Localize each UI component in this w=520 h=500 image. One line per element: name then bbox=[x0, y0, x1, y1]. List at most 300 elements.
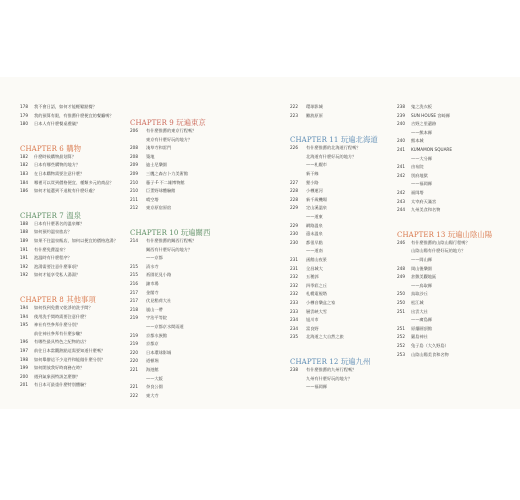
toc-entry[interactable] bbox=[20, 104, 97, 110]
toc-entry[interactable] bbox=[290, 257, 327, 263]
toc-entry[interactable] bbox=[397, 352, 449, 358]
toc-entry[interactable] bbox=[130, 350, 171, 356]
toc-entry[interactable] bbox=[130, 281, 159, 287]
entry-title: 網路溫泉 bbox=[306, 222, 323, 228]
entry-title: ——大分縣 bbox=[411, 155, 432, 161]
page-number: 241 bbox=[397, 147, 405, 152]
page-number bbox=[290, 376, 306, 382]
toc-entry[interactable] bbox=[290, 317, 319, 323]
entry-title: 淺草寺和雷門 bbox=[146, 145, 172, 151]
toc-entry[interactable] bbox=[397, 248, 465, 254]
toc-entry[interactable] bbox=[20, 180, 114, 186]
entry-title: 藤子·F·不二雄博物館 bbox=[146, 179, 185, 185]
entry-title: 晴空塔 bbox=[146, 196, 159, 202]
toc-entry[interactable] bbox=[290, 334, 344, 340]
page-number: 214 bbox=[130, 238, 138, 243]
page-number: 192 bbox=[20, 272, 28, 278]
entry-title: 祇園花見小路 bbox=[146, 272, 172, 278]
entry-title: ——福岡縣 bbox=[411, 181, 432, 187]
entry-title: 東京原宿原宿 bbox=[146, 205, 172, 211]
entry-title: 有什麼推薦的東京行程嗎？ bbox=[146, 128, 197, 133]
toc-entry[interactable] bbox=[130, 367, 159, 373]
page-number bbox=[397, 248, 411, 254]
entry-title: 京都水族館 bbox=[146, 332, 167, 338]
toc-entry[interactable] bbox=[130, 205, 171, 211]
page-number: 226 bbox=[290, 145, 298, 151]
page-number bbox=[290, 171, 306, 177]
entry-title: 奈良公園 bbox=[146, 384, 163, 390]
entry-title: 有什麼推薦的山陰山陽行程嗎？ bbox=[411, 239, 470, 245]
chapter-number: CHAPTER 7 bbox=[20, 211, 64, 220]
entry-title: 有什麼推薦的北海道行程嗎？ bbox=[306, 145, 361, 151]
toc-entry[interactable] bbox=[290, 205, 327, 211]
page-number: 209 bbox=[130, 171, 138, 176]
toc-entry[interactable] bbox=[130, 315, 167, 321]
entry-title: 三鷹之森吉卜力美術館 bbox=[146, 171, 188, 176]
page-number: 231 bbox=[290, 265, 298, 271]
entry-title: 日本人有什麼餐桌禮儀？ bbox=[34, 121, 81, 127]
entry-title: 日本環球影城 bbox=[146, 349, 172, 355]
entry-title: 五稜郭 bbox=[306, 274, 319, 280]
toc-entry[interactable] bbox=[20, 162, 80, 168]
entry-title: 難波原原 bbox=[306, 112, 323, 118]
entry-title: 都很早點 bbox=[306, 239, 323, 245]
entry-title: 清水寺 bbox=[146, 263, 159, 269]
page-number: 222 bbox=[290, 104, 298, 109]
toc-entry[interactable] bbox=[290, 367, 356, 373]
entry-title: 松江城 bbox=[411, 300, 424, 305]
toc-entry[interactable] bbox=[130, 272, 171, 278]
page-number: 219 bbox=[130, 332, 138, 338]
entry-title: 如何才能享受私人湯湯？ bbox=[34, 272, 81, 278]
toc-entry[interactable] bbox=[20, 255, 72, 261]
page-number: 220 bbox=[130, 358, 138, 364]
chapter-title: 玩遍山陰山陽 bbox=[445, 229, 493, 239]
page-number bbox=[130, 137, 146, 143]
toc-entry[interactable] bbox=[130, 393, 159, 399]
entry-title: 由布院 bbox=[411, 164, 424, 170]
entry-title: 金閣寺 bbox=[146, 289, 159, 295]
page-number: 228 bbox=[290, 196, 298, 202]
toc-entry[interactable] bbox=[130, 333, 167, 339]
page-number: 216 bbox=[130, 281, 138, 286]
entry-title: 函館山夜景 bbox=[306, 257, 327, 262]
toc-entry[interactable] bbox=[130, 162, 167, 168]
chapter-number: CHAPTER 12 bbox=[290, 358, 339, 366]
page-number: 180 bbox=[20, 121, 28, 127]
entry-title: 如何才能選到不退稅有什麼好處？ bbox=[34, 188, 97, 194]
entry-title: 太宰府天滿宮 bbox=[411, 198, 437, 204]
toc-entry[interactable] bbox=[20, 171, 84, 177]
entry-title: 小樽運河 bbox=[306, 188, 323, 194]
entry-title: ——道南 bbox=[306, 248, 323, 254]
page-number: 252 bbox=[397, 343, 405, 348]
toc-entry[interactable] bbox=[290, 214, 323, 220]
entry-title: 泡湯需要注意什麼事項？ bbox=[34, 263, 81, 269]
chapter-number: CHAPTER 10 bbox=[130, 229, 179, 237]
entry-title: 什麼時候購物最划算？ bbox=[34, 153, 76, 159]
page-number: 184 bbox=[20, 179, 28, 185]
page-number bbox=[290, 384, 306, 390]
page-number: 233 bbox=[290, 300, 298, 305]
toc-entry[interactable] bbox=[130, 247, 192, 253]
chapter-heading bbox=[290, 127, 378, 146]
entry-title: 在日本購物需要注意什麼？ bbox=[34, 171, 85, 176]
entry-title: 神社有些參拜什麼分別？ bbox=[34, 322, 81, 328]
toc-entry[interactable] bbox=[397, 317, 432, 323]
entry-title: 我的預算有限，有推薦什麼便宜的餐廳嗎？ bbox=[34, 112, 114, 118]
page-number: 198 bbox=[20, 356, 28, 362]
entry-title: 四季彩之丘 bbox=[306, 282, 327, 288]
page-number: 234 bbox=[290, 317, 298, 323]
toc-entry[interactable] bbox=[20, 348, 105, 354]
toc-entry[interactable] bbox=[130, 358, 159, 364]
page-number: 240 bbox=[397, 138, 405, 144]
page-number: 189 bbox=[20, 238, 28, 243]
entry-title: 巨蛋野球體驗館 bbox=[146, 188, 176, 194]
chapter-number: CHAPTER 13 bbox=[397, 230, 446, 239]
page-number: 212 bbox=[130, 205, 138, 211]
toc-entry[interactable] bbox=[20, 221, 84, 227]
page-number: 218 bbox=[130, 306, 138, 312]
entry-title: 日本有什麼著名的溫泉鄉？ bbox=[34, 220, 85, 226]
entry-title: 旭川市 bbox=[306, 317, 319, 323]
page-number bbox=[397, 156, 411, 162]
toc-entry[interactable] bbox=[130, 197, 159, 203]
page-number: 219 bbox=[130, 315, 138, 321]
chapter-number: CHAPTER 11 bbox=[290, 136, 339, 145]
toc-entry[interactable] bbox=[130, 188, 175, 194]
toc-entry[interactable] bbox=[130, 137, 192, 143]
toc-entry[interactable] bbox=[397, 181, 432, 187]
page-number bbox=[290, 162, 306, 168]
toc-entry[interactable] bbox=[130, 145, 171, 151]
toc-entry[interactable] bbox=[397, 343, 449, 349]
entry-title: 定山溪溫泉 bbox=[306, 205, 327, 211]
entry-title: 吉野之里遺跡 bbox=[411, 121, 437, 127]
page-number bbox=[397, 283, 411, 289]
entry-title: ——廣島縣 bbox=[411, 317, 432, 323]
page-number: 232 bbox=[290, 291, 298, 297]
chapter-number: CHAPTER 8 bbox=[20, 296, 64, 304]
page-number: 230 bbox=[290, 239, 298, 245]
toc-entry[interactable] bbox=[290, 309, 327, 315]
page-number: 188 bbox=[20, 229, 28, 235]
entry-title: 伏見稻荷大社 bbox=[146, 298, 172, 304]
entry-title: SUN HOUSE 宮崎縣 bbox=[411, 112, 450, 118]
page-number: 230 bbox=[290, 231, 298, 237]
page-number: 235 bbox=[290, 334, 298, 340]
toc-entry[interactable] bbox=[20, 121, 80, 127]
page-number: 229 bbox=[290, 205, 298, 211]
entry-title: ——京都 bbox=[146, 255, 163, 261]
chapter-title: 溫泉 bbox=[63, 210, 81, 220]
page-number: 252 bbox=[397, 334, 405, 340]
toc-entry[interactable] bbox=[20, 331, 84, 337]
entry-title: 全昌城大 bbox=[306, 265, 323, 271]
toc-entry[interactable] bbox=[290, 291, 327, 297]
entry-title: KUMAMON SQUARE bbox=[411, 147, 452, 152]
toc-entry[interactable] bbox=[397, 274, 436, 280]
toc-entry[interactable] bbox=[290, 113, 323, 119]
entry-title: ——岡山縣 bbox=[411, 257, 432, 262]
toc-entry[interactable] bbox=[130, 154, 154, 160]
page-number: 210 bbox=[130, 179, 138, 185]
page-number bbox=[397, 130, 411, 136]
page-number: 251 bbox=[397, 308, 405, 314]
toc-entry[interactable] bbox=[290, 326, 319, 332]
toc-entry[interactable] bbox=[130, 255, 163, 261]
toc-entry[interactable] bbox=[290, 223, 323, 229]
page-number: 179 bbox=[20, 112, 28, 118]
toc-entry[interactable] bbox=[397, 334, 428, 340]
page-number: 234 bbox=[290, 325, 298, 331]
toc-entry[interactable] bbox=[20, 365, 84, 371]
toc-entry[interactable] bbox=[130, 384, 163, 390]
toc-entry[interactable] bbox=[20, 247, 68, 253]
toc-entry[interactable] bbox=[20, 314, 88, 320]
page-number: 241 bbox=[397, 164, 405, 170]
toc-entry[interactable] bbox=[130, 341, 159, 347]
page-number: 223 bbox=[290, 112, 298, 118]
entry-title: ——鳥取縣 bbox=[411, 282, 432, 288]
toc-entry[interactable] bbox=[130, 238, 196, 244]
toc-entry[interactable] bbox=[130, 180, 185, 186]
entry-title: 別府地獄 bbox=[411, 172, 428, 178]
toc-entry[interactable] bbox=[290, 300, 335, 306]
toc-entry[interactable] bbox=[20, 238, 118, 244]
page-number: 243 bbox=[397, 198, 405, 204]
toc-entry[interactable] bbox=[397, 291, 428, 297]
chapter-heading bbox=[130, 220, 210, 239]
toc-entry[interactable] bbox=[397, 257, 432, 263]
entry-title: 有什麼推薦的九州行程嗎？ bbox=[306, 367, 357, 372]
toc-entry[interactable] bbox=[397, 121, 436, 127]
toc-entry[interactable] bbox=[397, 309, 428, 315]
toc-entry[interactable] bbox=[20, 229, 72, 235]
toc-entry[interactable] bbox=[130, 171, 188, 177]
toc-entry[interactable] bbox=[20, 272, 80, 278]
chapter-heading bbox=[130, 110, 206, 129]
toc-entry[interactable] bbox=[290, 104, 323, 110]
page-number: 227 bbox=[290, 179, 298, 185]
page-number: 249 bbox=[397, 274, 405, 280]
entry-title: 九州有什麼好玩的地方？ bbox=[306, 375, 353, 381]
entry-title: 東大寺 bbox=[146, 392, 159, 398]
toc-entry[interactable] bbox=[290, 283, 327, 289]
entry-title: 倉敷美觀地區 bbox=[411, 274, 437, 280]
entry-title: 山陰山陽美食和名物 bbox=[411, 351, 449, 357]
toc-entry[interactable] bbox=[290, 274, 319, 280]
toc-entry[interactable] bbox=[290, 240, 323, 246]
entry-title: 九州美食和名物 bbox=[411, 207, 441, 213]
toc-entry[interactable] bbox=[397, 240, 470, 246]
entry-title: 宇治平等院 bbox=[146, 315, 167, 321]
chapter-heading bbox=[397, 222, 492, 241]
toc-entry[interactable] bbox=[290, 197, 327, 203]
toc-entry[interactable] bbox=[130, 307, 163, 313]
toc-entry[interactable] bbox=[397, 300, 424, 306]
toc-entry[interactable] bbox=[290, 188, 323, 194]
entry-title: 富良野 bbox=[306, 325, 319, 331]
chapter-title: 其他事項 bbox=[63, 295, 96, 304]
toc-entry[interactable] bbox=[397, 156, 432, 162]
entry-title: 新千歲機場 bbox=[306, 196, 327, 202]
page-number bbox=[130, 255, 146, 261]
entry-title: 嵐山一帶 bbox=[146, 306, 163, 312]
chapter-title: 購物 bbox=[63, 143, 81, 153]
page-number bbox=[130, 247, 146, 253]
toc-entry[interactable] bbox=[130, 290, 159, 296]
toc-entry[interactable] bbox=[20, 357, 105, 363]
page-number bbox=[130, 324, 146, 330]
entry-title: 錦市場 bbox=[146, 281, 159, 286]
page-number: 191 bbox=[20, 246, 28, 252]
chapter-title: 玩遍北海道 bbox=[338, 135, 378, 145]
entry-title: 有什麼免費溫泉？ bbox=[34, 246, 68, 252]
toc-entry[interactable] bbox=[130, 376, 163, 382]
entry-title: 使用洗手間時需要注意什麼？ bbox=[34, 313, 89, 319]
entry-title: 如何預約溫泉旅店？ bbox=[34, 229, 72, 235]
page-number: 197 bbox=[20, 348, 28, 353]
page-number: 253 bbox=[397, 351, 405, 357]
entry-title: 京都京 bbox=[146, 341, 159, 347]
entry-title: 有什麼推薦的關西行程嗎？ bbox=[146, 238, 197, 243]
toc-entry[interactable] bbox=[20, 305, 93, 311]
toc-entry[interactable] bbox=[397, 104, 432, 110]
page-number: 209 bbox=[130, 162, 138, 168]
toc-entry[interactable] bbox=[20, 322, 80, 328]
page-number bbox=[397, 257, 411, 263]
toc-entry[interactable] bbox=[290, 162, 327, 168]
page-number: 232 bbox=[290, 282, 298, 288]
entry-title: ——大阪 bbox=[146, 375, 163, 381]
page-number: 238 bbox=[290, 367, 298, 372]
toc-entry[interactable] bbox=[290, 180, 319, 186]
toc-entry[interactable] bbox=[397, 190, 424, 196]
page-number: 195 bbox=[20, 322, 28, 328]
toc-entry[interactable] bbox=[130, 298, 171, 304]
entry-title: 熊本城 bbox=[411, 138, 424, 144]
toc-entry[interactable] bbox=[397, 113, 450, 119]
page-number: 182 bbox=[20, 153, 28, 159]
entry-title: 兔子島（大久野島） bbox=[411, 343, 449, 348]
page-number: 188 bbox=[20, 220, 28, 226]
page-number: 244 bbox=[397, 207, 405, 213]
page-number: 238 bbox=[397, 104, 405, 109]
page-number: 206 bbox=[130, 128, 138, 133]
entry-title: 如何開放我好時商務在時？ bbox=[34, 365, 85, 371]
entry-title: 福岡塔 bbox=[411, 190, 424, 195]
toc-entry[interactable] bbox=[397, 283, 432, 289]
toc-entry[interactable] bbox=[130, 264, 159, 270]
page-number: 194 bbox=[20, 305, 28, 310]
entry-title: 狸小路 bbox=[306, 179, 319, 185]
page-number: 191 bbox=[20, 255, 28, 261]
chapter-heading bbox=[20, 287, 96, 306]
toc-entry[interactable] bbox=[20, 154, 76, 160]
page-number: 231 bbox=[290, 257, 298, 262]
entry-title: ——札幌市 bbox=[306, 162, 327, 168]
entry-title: 泡溫時有什麼程序？ bbox=[34, 255, 72, 261]
page-number: 220 bbox=[130, 349, 138, 355]
page-number: 200 bbox=[20, 373, 28, 379]
page-number bbox=[290, 248, 306, 254]
page-number: 242 bbox=[397, 190, 405, 195]
entry-title: 海遊館 bbox=[146, 367, 159, 372]
page-number: 229 bbox=[290, 222, 298, 228]
toc-entry[interactable] bbox=[20, 188, 97, 194]
toc-entry[interactable] bbox=[397, 207, 440, 213]
chapter-title: 玩遍九州 bbox=[338, 357, 371, 366]
page-number: 196 bbox=[20, 339, 28, 345]
toc-entry[interactable] bbox=[290, 384, 327, 390]
toc-entry[interactable] bbox=[290, 248, 323, 254]
toc-entry[interactable] bbox=[20, 339, 88, 345]
page-number: 242 bbox=[397, 172, 405, 178]
entry-title: 小樽音樂盒之家 bbox=[306, 300, 336, 305]
page-number: 221 bbox=[130, 384, 138, 390]
page-number: 250 bbox=[397, 300, 405, 305]
page-number: 219 bbox=[130, 341, 138, 347]
chapter-number: CHAPTER 9 bbox=[130, 119, 174, 127]
toc-entry[interactable] bbox=[397, 147, 452, 153]
entry-title: 環球影城 bbox=[306, 104, 323, 109]
toc-entry[interactable] bbox=[290, 154, 356, 160]
page-number: 239 bbox=[397, 112, 405, 118]
toc-entry[interactable] bbox=[20, 382, 88, 388]
toc-entry[interactable] bbox=[397, 164, 424, 170]
page-number: 232 bbox=[290, 274, 298, 280]
page-number: 194 bbox=[20, 313, 28, 319]
toc-entry[interactable] bbox=[397, 138, 424, 144]
toc-entry[interactable] bbox=[397, 199, 436, 205]
page-number bbox=[290, 154, 306, 160]
entry-title: 出雲大社 bbox=[411, 308, 428, 314]
toc-entry[interactable] bbox=[20, 374, 80, 380]
toc-entry[interactable] bbox=[290, 231, 323, 237]
toc-spread bbox=[0, 77, 520, 409]
toc-entry[interactable] bbox=[290, 376, 352, 382]
page-number: 210 bbox=[130, 188, 138, 194]
toc-entry[interactable] bbox=[397, 173, 428, 179]
chapter-title: 玩遍關西 bbox=[178, 228, 211, 237]
page-number: 250 bbox=[397, 291, 405, 297]
page-number: 222 bbox=[130, 392, 138, 398]
toc-entry[interactable] bbox=[397, 130, 432, 136]
toc-entry[interactable] bbox=[130, 128, 196, 134]
page-number: 182 bbox=[20, 162, 28, 168]
chapter-number: CHAPTER 6 bbox=[20, 144, 64, 153]
toc-entry[interactable] bbox=[290, 266, 323, 272]
page-number: 248 bbox=[397, 265, 405, 271]
toc-entry[interactable] bbox=[397, 266, 432, 272]
toc-entry[interactable] bbox=[20, 264, 80, 270]
entry-title: 道頓堀 bbox=[146, 358, 159, 364]
page-number bbox=[130, 376, 146, 382]
page-number: 215 bbox=[130, 263, 138, 269]
toc-entry[interactable] bbox=[290, 171, 319, 177]
entry-title: 還未溫泉 bbox=[306, 231, 323, 237]
entry-title: 北海道有什麼好玩的地方？ bbox=[306, 153, 357, 159]
page-number: 228 bbox=[290, 188, 298, 194]
toc-entry[interactable] bbox=[397, 326, 432, 332]
toc-entry[interactable] bbox=[20, 113, 114, 119]
page-number: 192 bbox=[20, 263, 28, 269]
toc-entry[interactable] bbox=[130, 324, 184, 330]
toc-entry[interactable] bbox=[290, 145, 360, 151]
page-number: 208 bbox=[130, 145, 138, 151]
